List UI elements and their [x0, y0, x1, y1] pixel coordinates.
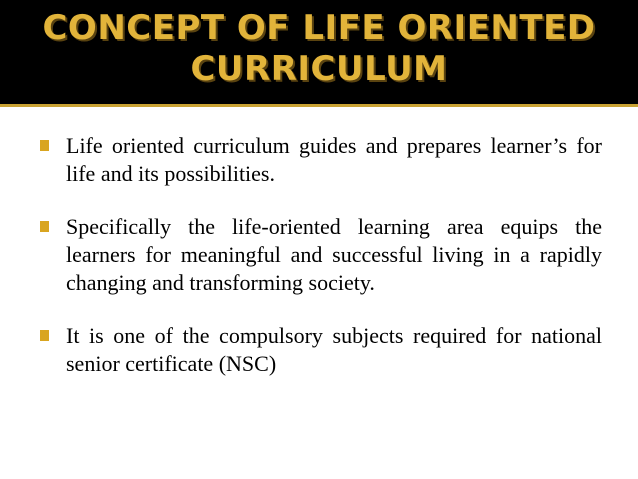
- bullet-text: It is one of the compulsory subjects required for national senior certificate (NSC): [66, 323, 602, 376]
- bullet-item: [40, 322, 602, 378]
- bullet-list: [40, 132, 602, 403]
- square-bullet-icon: [40, 140, 49, 151]
- bullet-item: [40, 132, 602, 188]
- square-bullet-icon: [40, 330, 49, 341]
- square-bullet-icon: [40, 221, 49, 232]
- slide-title-line-1: CONCEPT OF LIFE ORIENTED: [42, 8, 596, 48]
- accent-rule: [0, 104, 638, 107]
- bullet-item: [40, 213, 602, 297]
- bullet-text: Life oriented curriculum guides and prepares learner’s for life and its possibilities.: [66, 133, 602, 186]
- slide-title-line-2: CURRICULUM: [190, 49, 448, 89]
- slide-title: [0, 8, 638, 90]
- bullet-text: Specifically the life-oriented learning area equips the learners for meaningful and successful living in a rapidly changing and transforming society.: [66, 214, 602, 295]
